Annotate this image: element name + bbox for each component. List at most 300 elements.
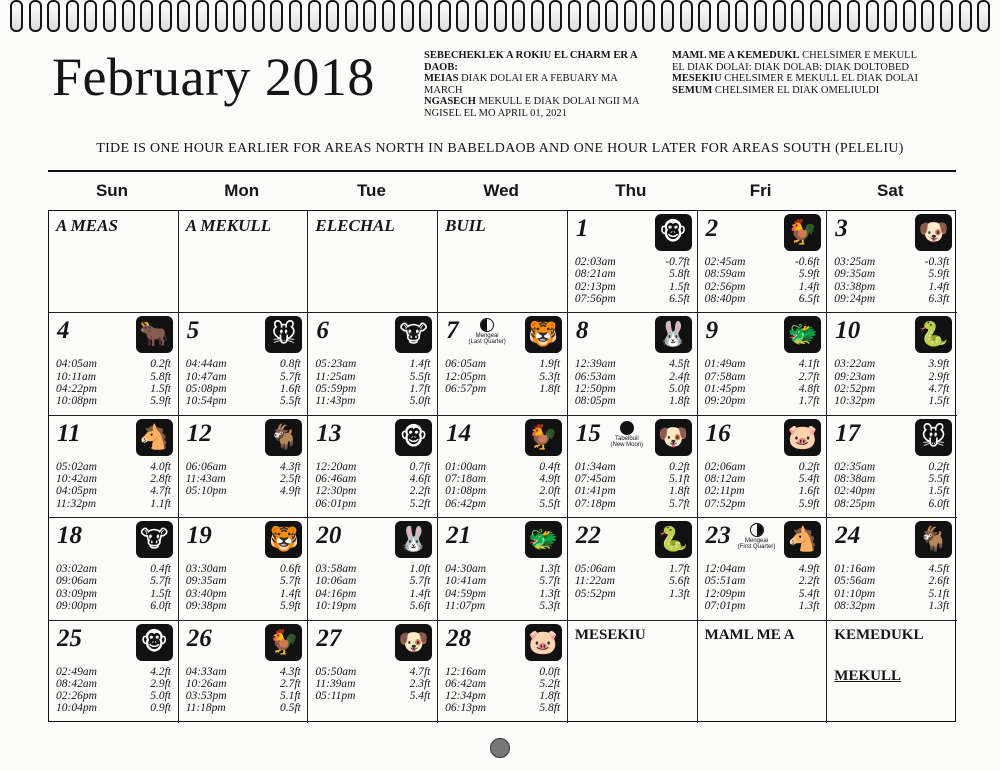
tide-table: [834, 358, 949, 407]
tide-row: [56, 371, 171, 383]
moon-last-icon: [480, 318, 494, 332]
day-cell-22: [568, 518, 698, 620]
day-number: 2: [705, 215, 719, 242]
tide-time: 10:26am: [185, 677, 227, 690]
tide-row: [315, 575, 430, 587]
spiral-coil: [698, 0, 711, 32]
tide-time: 07:18am: [445, 473, 487, 486]
tide-time: 10:08pm: [56, 395, 97, 408]
tide-table: [705, 563, 820, 612]
tide-height: 4.9ft: [279, 485, 301, 498]
tide-row: [186, 461, 301, 473]
day-cell-8: [568, 313, 698, 415]
tide-height: 5.2ft: [409, 497, 431, 510]
day-number: 24: [835, 522, 861, 550]
day-cell: [698, 621, 828, 723]
tide-row: [186, 371, 301, 383]
spiral-coil: [363, 0, 376, 32]
tide-height: 0.9ft: [150, 702, 171, 715]
tide-time: 02:06am: [704, 460, 746, 473]
tide-height: 5.7ft: [539, 575, 561, 588]
tide-height: 5.5ft: [279, 395, 301, 408]
tide-time: 04:59pm: [445, 587, 487, 600]
day-cell-4: [49, 313, 179, 415]
tide-height: 5.0ft: [409, 395, 431, 408]
tide-time: 08:05pm: [574, 395, 616, 408]
tide-height: 2.2ft: [409, 485, 431, 498]
tide-notice: TIDE IS ONE HOUR EARLIER FOR AREAS NORTH IN BABELDAOB AND ONE HOUR LATER FOR AREAS SOUTH (PELELIU): [96, 141, 904, 156]
day-cell-25: [49, 621, 179, 723]
moon-phase: [602, 421, 652, 448]
day-number: 1: [575, 215, 589, 242]
tide-time: 02:45am: [704, 256, 746, 268]
tide-row: [186, 383, 301, 395]
spiral-coil: [773, 0, 786, 32]
tide-time: 05:59pm: [315, 382, 357, 395]
weekday-sun: Sun: [95, 181, 129, 200]
tide-time: 09:24pm: [834, 292, 876, 305]
tide-time: 06:01pm: [315, 497, 357, 510]
tide-row: [834, 256, 949, 268]
tide-height: 2.4ft: [669, 370, 690, 383]
tide-row: [315, 678, 430, 690]
spiral-coil: [828, 0, 841, 32]
tide-time: 11:32pm: [56, 497, 97, 510]
tide-height: 5.5ft: [539, 497, 561, 510]
tide-time: 01:41pm: [574, 485, 616, 498]
tide-time: 11:25am: [315, 370, 356, 383]
day-cell-18: [49, 518, 179, 620]
tide-time: 10:06am: [315, 575, 357, 588]
tide-height: 1.8ft: [539, 690, 561, 703]
tide-row: [445, 588, 560, 600]
tide-height: 1.5ft: [669, 280, 690, 293]
tide-height: 5.8ft: [150, 370, 171, 383]
spiral-coil: [122, 0, 135, 32]
tide-row: [705, 588, 820, 600]
tide-time: 07:45am: [574, 473, 616, 486]
moon-phase: [462, 318, 512, 345]
end-label-kemedukl: KEMEDUKL: [834, 626, 924, 643]
tide-row: [834, 563, 949, 575]
day-cell-19: [179, 518, 309, 620]
tide-time: 02:49am: [56, 665, 97, 678]
tide-time: 07:18pm: [574, 497, 616, 510]
spiral-coil: [866, 0, 879, 32]
tide-table: [445, 666, 560, 715]
tide-height: 5.1ft: [928, 587, 950, 600]
tide-row: [186, 473, 301, 485]
tide-height: 1.5ft: [928, 395, 950, 408]
tide-time: 08:32pm: [834, 600, 876, 613]
tide-row: [705, 383, 820, 395]
tide-row: [834, 473, 949, 485]
tide-row: [705, 256, 820, 268]
day-number: 22: [575, 522, 601, 550]
tide-row: [186, 702, 301, 714]
tide-row: [56, 358, 171, 370]
snake-icon: 🐍: [655, 521, 692, 558]
tide-height: 2.0ft: [539, 485, 561, 498]
notes-left: [424, 50, 656, 119]
tide-time: 05:10pm: [185, 485, 227, 498]
moon-phase: [732, 523, 782, 550]
weekday-sat: Sat: [877, 181, 904, 200]
tide-time: 05:11pm: [315, 690, 356, 703]
spiral-coil: [159, 0, 172, 32]
tide-height: 4.2ft: [150, 665, 171, 678]
tide-height: 6.0ft: [150, 600, 171, 613]
day-number: 3: [835, 215, 848, 242]
hanging-ring: [490, 738, 510, 758]
day-number: 18: [57, 522, 82, 550]
spiral-coil: [140, 0, 153, 32]
tide-time: 05:23am: [315, 358, 357, 371]
tide-row: [575, 358, 690, 370]
tide-height: -0.7ft: [665, 256, 690, 268]
tide-height: 6.3ft: [928, 292, 950, 305]
tide-time: 01:16am: [834, 563, 876, 576]
tide-row: [834, 498, 949, 510]
day-cell-13: [308, 416, 438, 518]
day-cell-10: [827, 313, 957, 415]
tide-time: 12:30pm: [315, 485, 357, 498]
tide-height: 5.5ft: [928, 473, 950, 486]
day-cell-2: [698, 211, 828, 313]
tide-time: 08:59am: [704, 268, 746, 281]
moon-phase-sub: (Last Quarter): [468, 339, 506, 346]
weekday-thu: Thu: [615, 181, 647, 200]
weekday-tue: Tue: [356, 181, 386, 200]
tide-time: 09:06am: [56, 575, 97, 588]
day-cell-3: [827, 211, 957, 313]
tide-height: 5.4ft: [798, 587, 820, 600]
tide-row: [445, 358, 560, 370]
spiral-coil: [270, 0, 283, 32]
moon-phase-name: Mengeai: [745, 538, 769, 545]
day-cell-16: [698, 416, 828, 518]
tide-time: 03:58am: [315, 563, 357, 576]
tide-row: [834, 395, 949, 407]
tide-table: [186, 563, 301, 612]
tide-row: [575, 575, 690, 587]
weekday-wed: Wed: [483, 181, 519, 200]
tide-row: [56, 563, 171, 575]
tide-table: [575, 358, 690, 407]
tide-time: 04:44am: [185, 358, 227, 371]
tide-table: [705, 358, 820, 407]
tide-time: 04:05am: [56, 358, 97, 371]
day-number: 9: [705, 317, 719, 345]
tide-height: 5.3ft: [539, 370, 561, 383]
spiral-coil: [438, 0, 451, 32]
day-cell: [568, 621, 698, 723]
tide-row: [575, 395, 690, 407]
tide-time: 06:42am: [445, 677, 487, 690]
tide-time: 09:00pm: [56, 600, 97, 613]
tide-row: [834, 281, 949, 293]
tide-row: [445, 702, 560, 714]
tide-height: 0.4ft: [150, 563, 171, 576]
ox-icon: 🐂: [136, 316, 173, 353]
tide-time: 10:41am: [445, 575, 487, 588]
tide-row: [445, 371, 560, 383]
tide-height: 1.8ft: [539, 382, 561, 395]
tide-row: [315, 473, 430, 485]
tide-time: 12:34pm: [445, 690, 487, 703]
day-cell-11: [49, 416, 179, 518]
day-cell: [49, 211, 179, 313]
day-cell-9: [698, 313, 828, 415]
tide-time: 03:40pm: [185, 587, 227, 600]
tide-height: 2.7ft: [798, 370, 820, 383]
note-text: DIAK DOLAI ER A FEBUARY MA MARCH: [424, 73, 618, 96]
tide-height: 1.3ft: [798, 600, 820, 613]
spiral-coil: [196, 0, 209, 32]
day-cell-12: [179, 416, 309, 518]
tide-table: [315, 563, 430, 612]
day-cell-15: [568, 416, 698, 518]
weekday-fri: Fri: [749, 181, 772, 200]
tide-table: [705, 461, 820, 510]
spiral-coil: [847, 0, 860, 32]
tide-time: 10:11am: [56, 370, 97, 383]
tide-time: 10:32pm: [834, 395, 876, 408]
note-text: CHELSIMER E MEKULL EL DIAK DOLAI: DIAK DOLAB: DIAK DOLTOBED: [672, 50, 917, 73]
tide-time: 12:39am: [574, 358, 616, 371]
day-cell: [827, 621, 957, 723]
day-cell-7: [438, 313, 568, 415]
tide-row: [186, 600, 301, 612]
day-cell-5: [179, 313, 309, 415]
spiral-coil: [568, 0, 581, 32]
tide-height: 0.2ft: [150, 358, 171, 371]
tide-time: 06:05am: [445, 358, 487, 371]
tide-height: 5.1ft: [279, 690, 301, 703]
spiral-coil: [717, 0, 730, 32]
palauan-day-name: A MEAS: [56, 216, 118, 235]
tide-height: 5.8ft: [539, 702, 561, 715]
spiral-coil: [587, 0, 600, 32]
tide-row: [445, 473, 560, 485]
tide-row: [705, 268, 820, 280]
tide-time: 04:22pm: [56, 382, 97, 395]
horse-icon: 🐴: [784, 521, 821, 558]
spiral-coil: [233, 0, 246, 32]
note-lead: MEIAS: [424, 73, 459, 84]
tide-height: 0.2ft: [798, 460, 820, 473]
tide-row: [445, 575, 560, 587]
tide-row: [445, 498, 560, 510]
tide-time: 10:54pm: [185, 395, 227, 408]
tide-table: [445, 461, 560, 510]
day-number: 21: [446, 522, 472, 550]
tide-height: -0.3ft: [924, 256, 950, 268]
tide-time: 03:30am: [185, 563, 227, 576]
tide-row: [445, 485, 560, 497]
tide-time: 08:21am: [574, 268, 616, 281]
tide-row: [315, 383, 430, 395]
spiral-coil: [494, 0, 507, 32]
tide-time: 06:42pm: [445, 497, 487, 510]
tide-height: 1.6ft: [279, 382, 301, 395]
tide-height: 4.8ft: [798, 382, 820, 395]
rat-icon: 🐭: [265, 316, 302, 353]
horse-icon: 🐴: [136, 419, 173, 456]
pig-icon: 🐷: [784, 419, 821, 456]
rooster-icon: 🐓: [265, 624, 302, 661]
tide-time: 12:04am: [704, 563, 746, 576]
spiral-coil: [419, 0, 432, 32]
tide-height: 5.1ft: [669, 473, 690, 486]
dragon-icon: 🐲: [784, 316, 821, 353]
tide-row: [834, 600, 949, 612]
tide-row: [56, 702, 171, 714]
end-label-mekull: MEKULL: [834, 667, 901, 684]
tide-time: 09:38pm: [185, 600, 227, 613]
tide-row: [705, 371, 820, 383]
tiger-icon: 🐯: [525, 316, 562, 353]
tide-row: [315, 395, 430, 407]
tide-row: [315, 563, 430, 575]
tide-height: 5.6ft: [669, 575, 690, 588]
tide-row: [834, 461, 949, 473]
spiral-coil: [47, 0, 60, 32]
tide-time: 02:40pm: [834, 485, 876, 498]
pig-icon: 🐷: [525, 624, 562, 661]
tide-time: 12:50pm: [574, 382, 616, 395]
tide-height: 1.6ft: [798, 485, 820, 498]
tide-height: 1.4ft: [928, 280, 950, 293]
day-number: 4: [57, 317, 70, 345]
tide-height: 2.5ft: [279, 473, 301, 486]
tide-time: 11:39am: [315, 677, 356, 690]
tide-table: [834, 256, 949, 305]
snake-icon: 🐍: [915, 316, 952, 353]
spiral-coil: [884, 0, 897, 32]
tide-height: 1.4ft: [798, 280, 820, 293]
tide-row: [186, 666, 301, 678]
tide-time: 04:05pm: [56, 485, 97, 498]
tide-height: 1.4ft: [409, 358, 431, 371]
tide-row: [575, 293, 690, 305]
tide-time: 07:52pm: [704, 497, 746, 510]
tide-height: 5.6ft: [409, 600, 431, 613]
day-cell-23: [698, 518, 828, 620]
tide-row: [56, 498, 171, 510]
spiral-coil: [456, 0, 469, 32]
tide-height: 5.0ft: [150, 690, 171, 703]
tide-row: [445, 461, 560, 473]
spiral-coil: [308, 0, 321, 32]
tide-time: 05:52pm: [574, 587, 616, 600]
tide-time: 04:33am: [185, 665, 227, 678]
header-divider: [48, 170, 956, 172]
tide-time: 04:16pm: [315, 587, 357, 600]
day-cell-1: [568, 211, 698, 313]
tide-height: 1.3ft: [539, 563, 561, 576]
day-cell: [179, 211, 309, 313]
tide-row: [705, 485, 820, 497]
tide-time: 11:43am: [185, 473, 226, 486]
tide-height: 0.0ft: [539, 665, 561, 678]
day-cell-27: [308, 621, 438, 723]
dog-icon: 🐶: [655, 419, 692, 456]
spiral-coil: [401, 0, 414, 32]
tide-height: 1.8ft: [669, 485, 690, 498]
spiral-coil: [382, 0, 395, 32]
tide-time: 05:51am: [704, 575, 746, 588]
tide-row: [445, 666, 560, 678]
spiral-coil: [84, 0, 97, 32]
tide-time: 06:53am: [574, 370, 616, 383]
tide-height: 5.7ft: [150, 575, 171, 588]
tide-row: [445, 678, 560, 690]
tide-height: 4.9ft: [539, 473, 561, 486]
day-number: 27: [316, 624, 342, 652]
tide-time: 11:43pm: [315, 395, 356, 408]
day-cell-14: [438, 416, 568, 518]
day-number: 5: [186, 317, 200, 345]
tide-time: 02:56pm: [704, 280, 746, 293]
tide-time: 05:08pm: [185, 382, 227, 395]
tide-row: [315, 588, 430, 600]
calendar-grid: [48, 210, 956, 722]
tide-row: [705, 575, 820, 587]
spiral-coil: [289, 0, 302, 32]
tide-time: 10:42am: [56, 473, 97, 486]
rat-icon: 🐭: [915, 419, 952, 456]
spiral-coil: [940, 0, 953, 32]
moon-phase-name: Tabelbuil: [615, 435, 639, 442]
rooster-icon: 🐓: [525, 419, 562, 456]
tide-time: 03:02am: [56, 563, 97, 576]
tide-height: 5.4ft: [409, 690, 431, 703]
tide-row: [315, 358, 430, 370]
tide-row: [834, 588, 949, 600]
dog-icon: 🐶: [395, 624, 432, 661]
tide-height: 2.9ft: [928, 370, 950, 383]
tide-height: 4.7ft: [409, 665, 431, 678]
spiral-coil: [345, 0, 358, 32]
tide-time: 05:06am: [574, 563, 616, 576]
tide-height: 5.2ft: [539, 677, 561, 690]
goat-icon: 🐐: [265, 419, 302, 456]
moon-new-icon: [620, 421, 634, 435]
tide-row: [445, 383, 560, 395]
tide-height: 1.3ft: [669, 587, 690, 600]
tide-height: 5.9ft: [928, 268, 950, 281]
tide-time: 02:35am: [834, 460, 876, 473]
day-number: 25: [57, 624, 82, 652]
tide-height: 6.0ft: [928, 497, 950, 510]
tide-time: 02:03am: [574, 256, 616, 268]
spiral-coil: [903, 0, 916, 32]
rabbit-icon: 🐰: [395, 521, 432, 558]
tide-row: [315, 498, 430, 510]
tide-time: 03:25am: [834, 256, 876, 268]
tide-time: 12:05pm: [445, 370, 487, 383]
tide-row: [705, 293, 820, 305]
spiral-coil: [921, 0, 934, 32]
spiral-coil: [10, 0, 23, 32]
tide-time: 05:56am: [834, 575, 876, 588]
tide-height: 3.9ft: [928, 358, 950, 371]
tide-time: 08:40pm: [704, 292, 746, 305]
tide-table: [315, 358, 430, 407]
tide-height: 1.7ft: [798, 395, 820, 408]
tide-height: 6.5ft: [798, 292, 820, 305]
